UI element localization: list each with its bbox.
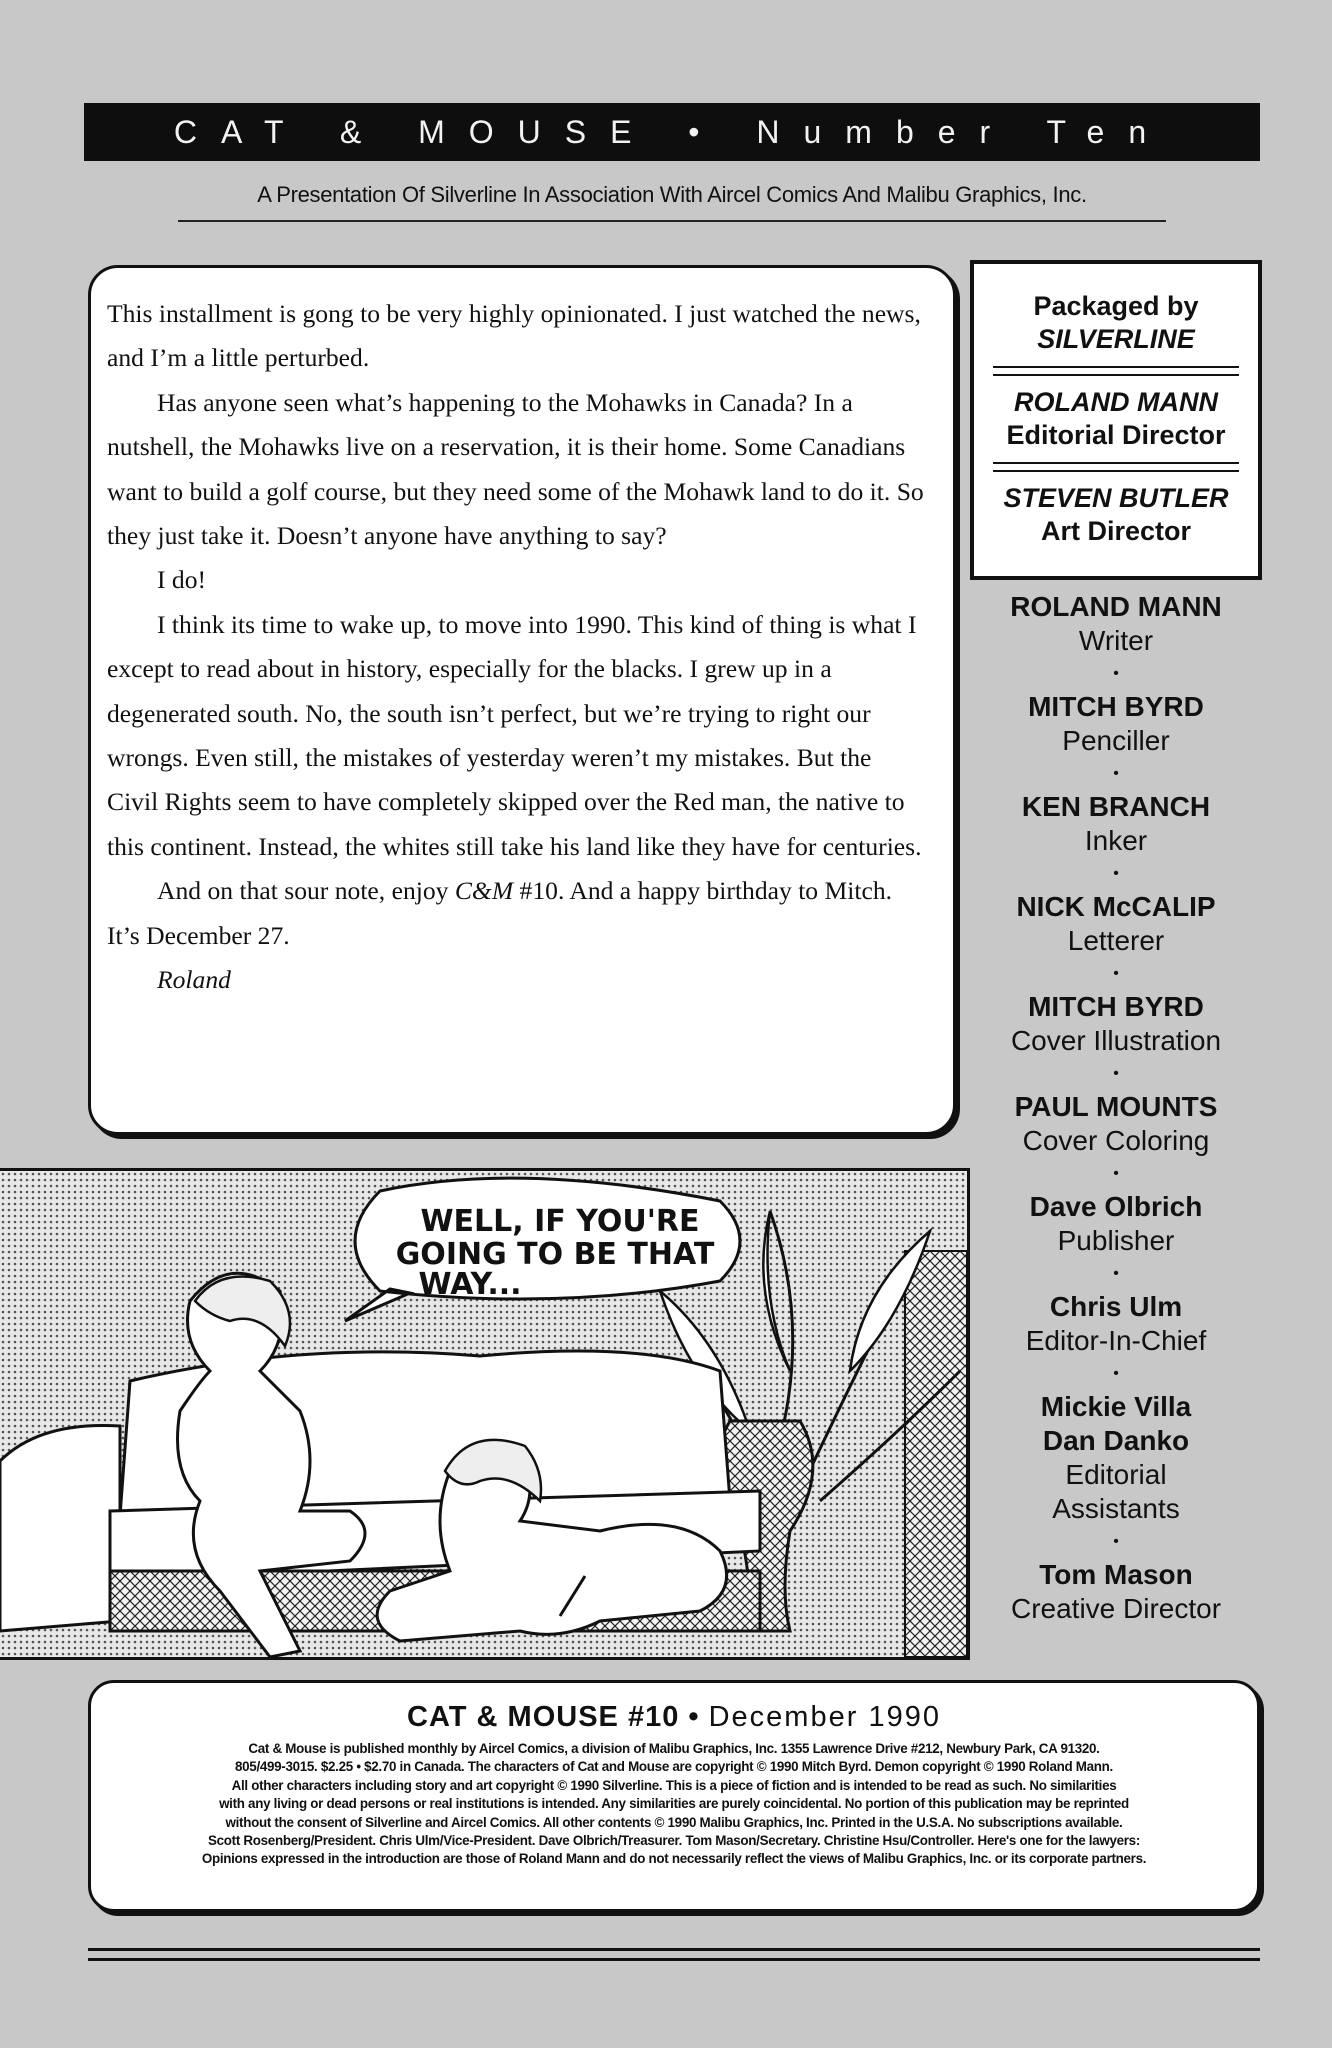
editorial-director-name: ROLAND MANN (1014, 387, 1218, 417)
separator-bullet: • (1113, 765, 1119, 782)
balloon-line: WELL, IF YOU'RE (420, 1204, 700, 1239)
editorial-letter (88, 265, 956, 1135)
credit-name: NICK McCALIP (1016, 891, 1216, 922)
credit-entry (970, 890, 1262, 958)
issue-number: CAT & MOUSE #10 • (407, 1701, 700, 1733)
separator-bullet: • (1113, 1065, 1119, 1082)
credit-role: Editor-In-Chief (1025, 1325, 1207, 1356)
credit-name: MITCH BYRD (1028, 991, 1204, 1022)
credit-role: Cover Illustration (1010, 1025, 1222, 1056)
credit-role: Inker (1084, 825, 1148, 856)
credit-entry (970, 1558, 1262, 1626)
separator-bullet: • (1113, 665, 1119, 682)
doorway (905, 1251, 967, 1657)
separator-bullet: • (1113, 1165, 1119, 1182)
issue-date: December 1990 (708, 1701, 941, 1733)
indicia-line: Scott Rosenberg/President. Chris Ulm/Vice-President. Dave Olbrich/Treasurer. Tom Mason/Secretary. Christine Hsu/Controller. Here's one for the lawyers: (208, 1833, 1140, 1849)
credit-name: MITCH BYRD (1028, 691, 1204, 722)
separator-bullet: • (1113, 865, 1119, 882)
indicia-box (88, 1680, 1260, 1912)
packaged-by-box (970, 260, 1262, 580)
credit-name: ROLAND MANN (1010, 591, 1222, 622)
balloon-line: GOING TO BE THAT (395, 1237, 715, 1272)
credit-entry (970, 590, 1262, 658)
credit-entry (970, 1290, 1262, 1358)
comic-panel (0, 1168, 970, 1660)
divider (178, 220, 1166, 222)
indicia-line: 805/499-3015. $2.25 • $2.70 in Canada. The characters of Cat and Mouse are copyright © 1990 Mitch Byrd. Demon copyright © 1990 Roland Mann. (235, 1759, 1113, 1775)
credit-entry (970, 690, 1262, 758)
letter-signature: Roland (157, 965, 231, 995)
credit-entry (970, 990, 1262, 1058)
presentation-line: A Presentation Of Silverline In Association With Aircel Comics And Malibu Graphics, Inc. (257, 182, 1087, 207)
letter-paragraph: I do! (157, 565, 207, 595)
credits-list (970, 590, 1262, 1626)
credit-role: Writer (1078, 625, 1154, 656)
divider (993, 366, 1239, 376)
credit-name: Dan Danko (1042, 1425, 1190, 1456)
indicia-line: without the consent of Silverline and Aircel Comics. All other contents © 1990 Malibu Graphics, Inc. Printed in the U.S.A. No subscriptions available. (225, 1814, 1123, 1830)
indicia-line: with any living or dead persons or real institutions is intended. Any similarities are purely coincidental. No portion of this publication may be reprinted (219, 1796, 1129, 1812)
credit-role: Penciller (1062, 725, 1170, 756)
letter-text: #10. And a happy birthday to Mitch. It’s December 27. (107, 876, 893, 950)
credit-name: Tom Mason (1039, 1559, 1193, 1590)
separator-bullet: • (1113, 1533, 1119, 1550)
packaged-label: Packaged by (1033, 291, 1199, 321)
credit-entry (970, 1190, 1262, 1258)
credit-name: Mickie Villa (1040, 1391, 1192, 1422)
credit-name: KEN BRANCH (1021, 791, 1211, 822)
art-director-name: STEVEN BUTLER (1003, 483, 1229, 513)
credit-entry (970, 1390, 1262, 1526)
indicia-line: Cat & Mouse is published monthly by Aircel Comics, a division of Malibu Graphics, Inc. 1355 Lawrence Drive #212, Newbury Park, CA 91320. (248, 1741, 1100, 1756)
separator-bullet: • (1113, 965, 1119, 982)
separator-bullet: • (1113, 1265, 1119, 1282)
art-director-role: Art Director (1040, 516, 1192, 546)
letter-paragraph: I think its time to wake up, to move into 1990. This kind of thing is what I except to read about in history, especially for the blacks. I grew up in a degenerated south. No, the south isn’t perfect, but we’re trying to right our wrongs. Even still, the mistakes of yesterday weren’t my mistakes. But the Civil Rights seem to have completely skipped over the Red man, the native to this continent. Instead, the whites still take his land like they have for centuries. (107, 609, 922, 861)
separator-bullet: • (1113, 1365, 1119, 1382)
credit-entry (970, 1090, 1262, 1158)
letter-paragraph: Has anyone seen what’s happening to the Mohawks in Canada? In a nutshell, the Mohawks live on a reservation, it is their home. Some Canadians want to build a golf course, but they need some of the Mohawk land to do it. So they just take it. Doesn’t anyone have anything to say? (107, 387, 924, 551)
letter-paragraph (107, 869, 925, 958)
title-banner (84, 103, 1260, 161)
sofa-arm (0, 1425, 120, 1631)
divider (993, 462, 1239, 472)
bottom-rule (88, 1948, 1260, 1961)
letter-title-em: C&M (454, 876, 514, 906)
credit-name: Dave Olbrich (1029, 1191, 1203, 1222)
indicia-line: Opinions expressed in the introduction are those of Roland Mann and do not necessarily reflect the views of Malibu Graphics, Inc. or its corporate partners. (201, 1851, 1147, 1867)
credit-role: Letterer (1067, 925, 1165, 956)
letter-text: And on that sour note, enjoy (157, 876, 455, 906)
credit-role: Publisher (1057, 1225, 1175, 1256)
credit-role: Editorial (1065, 1459, 1167, 1490)
credit-name: PAUL MOUNTS (1014, 1091, 1218, 1122)
credit-name: Chris Ulm (1049, 1291, 1183, 1322)
editorial-director-role: Editorial Director (1006, 420, 1226, 450)
credit-role: Creative Director (1010, 1593, 1222, 1624)
indicia-title (95, 1701, 1253, 1734)
letter-paragraph: This installment is gong to be very highly opinionated. I just watched the news, and I’m a little perturbed. (107, 299, 921, 373)
page-title: CAT & MOUSE • Number Ten (173, 113, 1171, 150)
credit-role: Cover Coloring (1022, 1125, 1210, 1156)
indicia-line: All other characters including story and art copyright © 1990 Silverline. This is a piece of fiction and is intended to be read as such. No similarities (231, 1777, 1117, 1793)
comic-illustration (0, 1171, 967, 1657)
credit-role: Assistants (1052, 1493, 1180, 1524)
packager-name: SILVERLINE (1037, 324, 1195, 354)
balloon-line: WAY... (418, 1267, 522, 1302)
credit-entry (970, 790, 1262, 858)
